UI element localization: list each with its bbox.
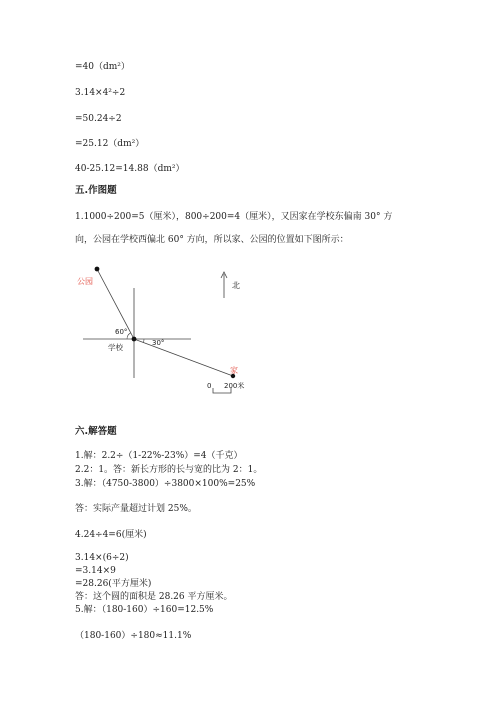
answer-line-4: 答：实际产量超过计划 25%。 <box>75 504 197 514</box>
answer-line-9: 答：这个圆的面积是 28.26 平方厘米。 <box>75 592 233 602</box>
angle-30-label: 30° <box>152 339 165 347</box>
section-heading-6: 六.解答题 <box>75 426 117 437</box>
section-heading-5: 五.作图题 <box>75 185 117 196</box>
home-label: 家 <box>230 366 238 375</box>
location-diagram <box>75 258 275 398</box>
answer-line-2: 2.2：1。答：新长方形的长与宽的比为 2：1。 <box>75 465 263 475</box>
scale-length-label: 200米 <box>224 382 245 390</box>
answer-line-3: 3.解：（4750-3800）÷3800×100%=25% <box>75 479 256 489</box>
scale-zero-label: 0 <box>207 382 212 390</box>
answer-line-1: 1.解：2.2÷（1-22%-23%）=4（千克） <box>75 451 243 461</box>
calc-line-2: 3.14×4²÷2 <box>75 88 126 98</box>
answer-line-10: 5.解：（180-160）÷160=12.5% <box>75 605 214 615</box>
angle-60-arc <box>127 333 131 339</box>
answer-line-7: =3.14×9 <box>75 566 116 576</box>
paragraph-1-line-2: 向，公园在学校西偏北 60° 方向，所以家、公园的位置如下图所示： <box>75 235 349 245</box>
calc-line-3: =50.24÷2 <box>75 114 122 124</box>
park-label: 公园 <box>77 277 93 286</box>
answer-line-5: 4.24÷4=6(厘米) <box>75 530 147 540</box>
answer-line-6: 3.14×(6÷2) <box>75 553 129 563</box>
angle-60-label: 60° <box>115 328 128 336</box>
park-point <box>95 267 100 272</box>
answer-line-11: （180-160）÷180≈11.1% <box>75 631 192 641</box>
answer-line-8: =28.26(平方厘米) <box>75 579 152 589</box>
home-line <box>134 339 233 376</box>
calc-line-5: 40-25.12=14.88（dm²） <box>75 164 185 174</box>
school-point <box>132 337 137 342</box>
north-label: 北 <box>232 281 240 290</box>
angle-30-arc <box>143 339 144 343</box>
paragraph-1-line-1: 1.1000÷200=5（厘米），800÷200=4（厘米），又因家在学校东偏南 30° 方 <box>75 212 393 222</box>
calc-line-1: =40（dm²） <box>75 62 130 72</box>
calc-line-4: =25.12（dm²） <box>75 139 145 149</box>
school-label: 学校 <box>108 343 123 352</box>
